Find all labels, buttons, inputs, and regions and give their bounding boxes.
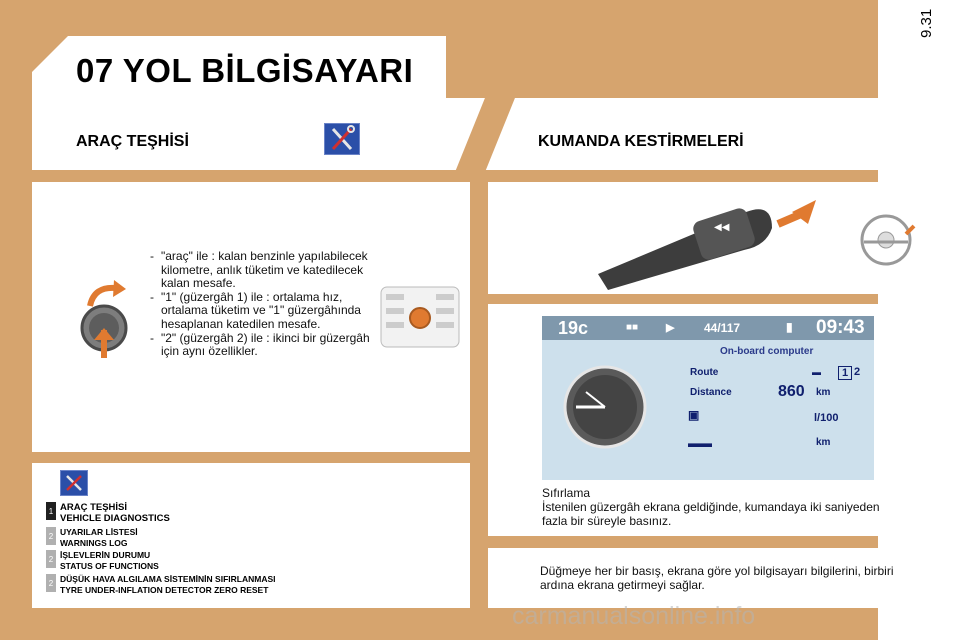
steering-wheel-illustration — [858, 212, 918, 268]
bullet-trip-1: - "1" (güzergâh 1) ile : ortalama hız, ortalama tüketim ve "1" güzergâhında hesaplanan katedilen mesafe. — [150, 291, 378, 332]
push-button-illustration — [80, 278, 132, 364]
screen-distance-label: Distance — [690, 387, 732, 398]
dashboard-control-illustration — [380, 286, 460, 348]
nav-item-label-en: TYRE UNDER-INFLATION DETECTOR ZERO RESET — [60, 585, 269, 595]
reset-text: İstenilen güzergâh ekrana geldiğinde, kumandaya iki saniyeden fazla bir süreyle basınız. — [542, 500, 880, 528]
screen-header: On-board computer — [720, 346, 814, 357]
nav-tools-icon — [60, 470, 88, 496]
diagnostics-bullet-list — [150, 250, 378, 359]
car-icon: ▬ — [812, 367, 821, 377]
screen-distance-value: 860 — [778, 383, 805, 400]
phone-icon: ▮ — [786, 320, 793, 334]
steering-stalk-illustration — [596, 194, 826, 290]
play-icon: ▶ — [666, 322, 675, 334]
left-section-title: ARAÇ TEŞHİSİ — [76, 133, 189, 150]
nav-item-label-tr: DÜŞÜK HAVA ALGILAMA SİSTEMİNİN SIFIRLANMASI — [60, 574, 276, 584]
screen-track: 44/117 — [704, 321, 741, 335]
nav-item-label-tr: UYARILAR LİSTESİ — [60, 527, 138, 537]
page-number: 9.31 — [918, 8, 935, 38]
nav-item-label-en: WARNINGS LOG — [60, 538, 128, 548]
chapter-title: 07 YOL BİLGİSAYARI — [76, 52, 414, 89]
nav-badge-1: 1 — [46, 502, 56, 520]
screen-unit-km-2: km — [816, 437, 831, 448]
nav-item-label-en: STATUS OF FUNCTIONS — [60, 561, 159, 571]
car-side-icon: ▬▬ — [688, 436, 712, 450]
nav-item-vehicle-diagnostics[interactable] — [60, 502, 170, 524]
stalk-panel — [488, 182, 930, 294]
fuel-pump-icon: ▣ — [688, 408, 700, 422]
nav-item-label-tr: İŞLEVLERİN DURUMU — [60, 550, 151, 560]
bullet-vehicle: - "araç" ile : kalan benzinle yapılabilecek kilometre, anlık tüketim ve katedilecek kalan mesafe. — [150, 250, 378, 291]
clock-icon — [562, 364, 648, 450]
screen-trip-1: 1 — [838, 366, 852, 380]
onboard-computer-screen — [542, 316, 874, 480]
screen-trip-2: 2 — [854, 366, 861, 378]
bullet-trip-2: - "2" (güzergâh 2) ile : ikinci bir güzergâh için aynı özellikler. — [150, 332, 378, 359]
nav-badge-2: 2 — [46, 527, 56, 545]
nav-item-warnings-log[interactable] — [60, 527, 138, 549]
tools-icon — [324, 123, 360, 155]
nav-item-label-tr: ARAÇ TEŞHİSİ — [60, 502, 128, 513]
radio-icon: ■■ — [626, 322, 639, 333]
reset-title: Sıfırlama — [542, 486, 591, 500]
nav-badge-4: 2 — [46, 574, 56, 592]
cycle-text: Düğmeye her bir basış, ekrana göre yol bilgisayarı bilgilerini, birbiri ardına ekrana getirmeyi sağlar. — [540, 564, 894, 592]
nav-item-label-en: VEHICLE DIAGNOSTICS — [60, 513, 170, 524]
right-section-title: KUMANDA KESTİRMELERİ — [538, 133, 744, 150]
screen-temperature: 19c — [558, 318, 589, 338]
nav-item-status-of-functions[interactable] — [60, 550, 159, 572]
watermark: carmanualsonline.info — [512, 602, 756, 630]
nav-item-tyre-reset[interactable] — [60, 574, 275, 596]
screen-unit-consumption: l/100 — [814, 412, 839, 424]
svg-text:◀◀: ◀◀ — [714, 222, 730, 233]
screen-clock: 09:43 — [816, 317, 865, 338]
screen-unit-km: km — [816, 387, 831, 398]
screen-route-label: Route — [690, 367, 719, 378]
nav-badge-3: 2 — [46, 550, 56, 568]
